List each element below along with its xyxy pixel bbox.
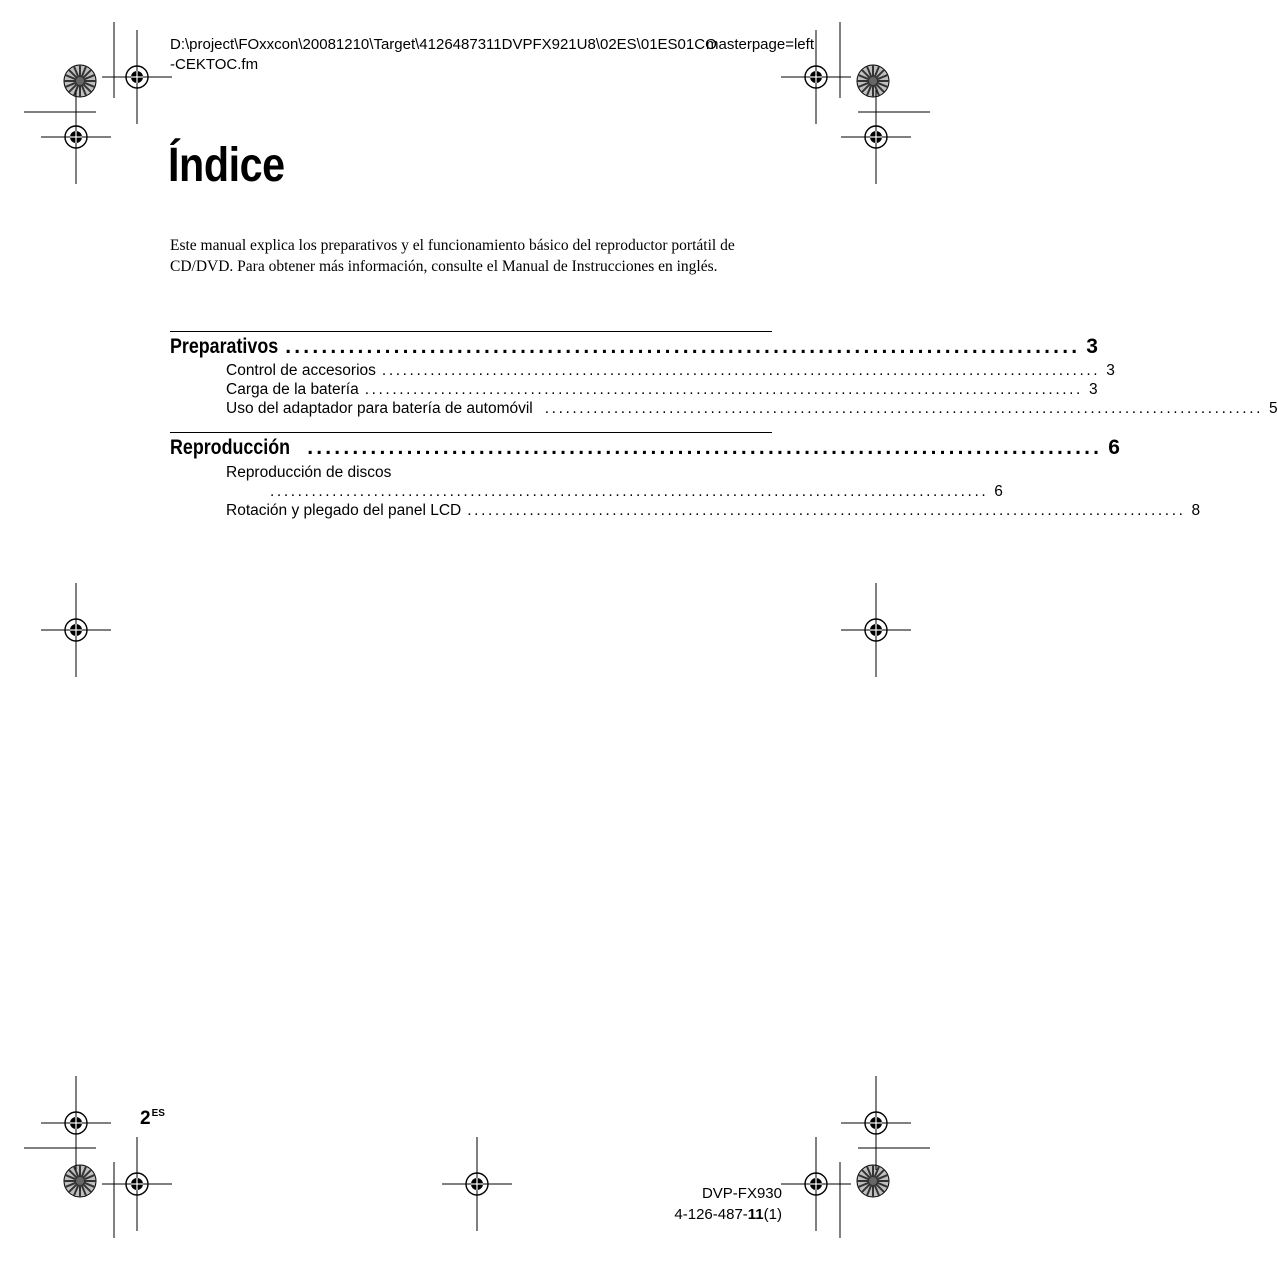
toc-item-page: 6: [994, 483, 1003, 500]
color-target-icon: [857, 1165, 889, 1197]
file-path: D:\project\FOxxcon\20081210\Target\4126487311DVPFX921U8\02ES\01ES01CO: [170, 36, 717, 53]
toc-section-label: Reproducción: [170, 436, 291, 459]
crosshair-icon: [442, 1137, 512, 1231]
dot-leader: ........................................................................................................: [544, 400, 1264, 417]
section-divider: [170, 331, 772, 332]
toc-item[interactable]: [226, 463, 772, 482]
crosshair-icon: [41, 90, 111, 184]
page-number: [140, 1103, 165, 1130]
dot-leader: ........................................................................................................: [381, 362, 1101, 379]
toc-item-page: 5: [1269, 400, 1278, 417]
toc-item-continuation[interactable]: [270, 482, 1003, 501]
toc-section-label: Preparativos: [170, 335, 279, 358]
dot-leader: ........................................................................................: [307, 436, 1103, 459]
toc-section-page: 3: [1086, 335, 1098, 358]
section-divider: [170, 432, 772, 433]
part-number: [674, 1205, 782, 1225]
crosshair-icon: [41, 583, 111, 677]
part-number-revision: 11: [747, 1206, 764, 1223]
crosshair-icon: [102, 1137, 172, 1231]
toc-section-page: 6: [1108, 436, 1120, 459]
part-number-prefix: 4-126-487-: [674, 1206, 748, 1223]
toc-item-label: Rotación y plegado del panel LCD: [226, 502, 462, 519]
crosshair-icon: [102, 30, 172, 124]
toc-section-preparativos[interactable]: [170, 334, 1098, 360]
toc-item-label: Reproducción de discos: [226, 464, 392, 481]
crosshair-icon: [41, 1076, 111, 1170]
dot-leader: ........................................................................................................: [270, 483, 989, 500]
dot-leader: ........................................................................................: [285, 335, 1081, 358]
page-number-suffix: ES: [151, 1108, 165, 1119]
crosshair-icon: [841, 90, 911, 184]
page-title: Índice: [168, 139, 285, 192]
crosshair-icon: [841, 1076, 911, 1170]
toc-item-label: Uso del adaptador para batería de automóvil: [226, 400, 533, 417]
dot-leader: ........................................................................................................: [467, 502, 1186, 519]
toc-section-reproduccion[interactable]: [170, 435, 1120, 461]
master-page-label: masterpage=left: [706, 36, 814, 53]
toc-item-page: 3: [1088, 381, 1098, 398]
toc-item-label: Carga de la batería: [226, 381, 359, 398]
toc-item-page: 3: [1106, 362, 1115, 379]
part-number-suffix: (1): [763, 1206, 782, 1223]
toc-item[interactable]: [226, 501, 1201, 520]
color-target-icon: [64, 1165, 96, 1197]
toc-item-page: 8: [1191, 502, 1201, 519]
page-number-value: 2: [140, 1108, 151, 1129]
color-target-icon: [64, 65, 96, 97]
toc-item[interactable]: [226, 380, 1098, 399]
model-number: DVP-FX930: [701, 1185, 782, 1202]
crosshair-icon: [841, 583, 911, 677]
toc-item[interactable]: [226, 399, 1278, 418]
toc-item[interactable]: [226, 361, 1115, 380]
file-path-continued: -CEKTOC.fm: [170, 56, 259, 73]
toc-item-label: Control de accesorios: [226, 362, 376, 379]
dot-leader: ........................................................................................................: [364, 381, 1083, 398]
intro-paragraph: Este manual explica los preparativos y el funcionamiento básico del reproductor portátil de CD/DVD. Para obtener más información, consulte el Manual de Instrucciones en inglés.: [170, 237, 735, 275]
color-target-icon: [857, 65, 889, 97]
